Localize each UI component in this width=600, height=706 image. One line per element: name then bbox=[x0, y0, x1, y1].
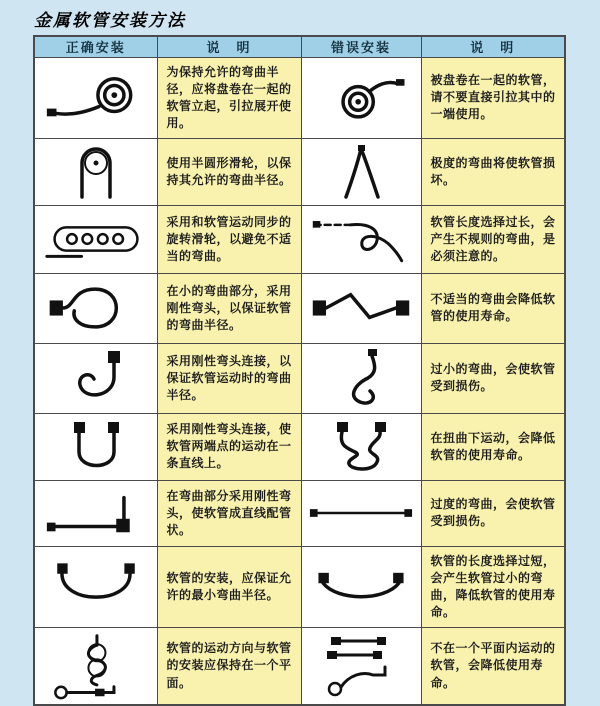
too-short-hose-icon bbox=[309, 564, 413, 610]
same-plane-icon bbox=[44, 630, 148, 702]
coil-upright-icon bbox=[43, 67, 149, 129]
wrong-image-cell bbox=[301, 627, 421, 705]
wrong-desc-cell: 不在一个平面内运动的软管，会降低使用寿命。 bbox=[421, 627, 565, 705]
overstretched-hose-icon bbox=[308, 493, 414, 533]
wrong-desc-cell: 软管长度选择过长，会产生不规则的弯曲，是必须注意的。 bbox=[421, 205, 565, 273]
wrong-desc-cell: 不适当的弯曲会降低软管的使用寿命。 bbox=[421, 273, 565, 343]
wrong-desc-cell: 极度的弯曲将使软管损坏。 bbox=[421, 138, 565, 205]
header-correct-install: 正确安装 bbox=[34, 36, 157, 57]
wrong-desc-cell: 过度的弯曲，会使软管受到损伤。 bbox=[421, 480, 565, 546]
correct-desc-cell: 为保持允许的弯曲半径，应将盘卷在一起的软管立起，引拉展开使用。 bbox=[157, 57, 301, 138]
wrong-image-cell bbox=[301, 413, 421, 480]
header-row bbox=[34, 36, 565, 57]
rotating-pulley-icon bbox=[43, 211, 149, 267]
wrong-desc-cell: 被盘卷在一起的软管，请不要直接引拉其中的一端使用。 bbox=[421, 57, 565, 138]
correct-desc-cell: 采用和软管运动同步的旋转滑轮，以避免不适当的弯曲。 bbox=[157, 205, 301, 273]
correct-image-cell bbox=[34, 343, 157, 413]
min-bend-radius-icon bbox=[44, 558, 148, 616]
wrong-image-cell bbox=[301, 273, 421, 343]
wrong-desc-cell: 软管的长度选择过短，会产生软管过小的弯曲，降低软管的使用寿命。 bbox=[421, 546, 565, 627]
table-row bbox=[34, 138, 565, 205]
extreme-bend-icon bbox=[316, 143, 406, 201]
table-row bbox=[34, 546, 565, 627]
wrong-desc-cell: 在扭曲下运动，会降低软管的使用寿命。 bbox=[421, 413, 565, 480]
wrong-image-cell bbox=[301, 480, 421, 546]
too-small-bend-icon bbox=[316, 347, 406, 409]
table-row bbox=[34, 480, 565, 546]
correct-desc-cell: 软管的安装，应保证允许的最小弯曲半径。 bbox=[157, 546, 301, 627]
correct-image-cell bbox=[34, 205, 157, 273]
wrong-image-cell bbox=[301, 343, 421, 413]
coil-pulled-icon bbox=[309, 68, 413, 128]
correct-desc-cell: 使用半圆形滑轮，以保持其允许的弯曲半径。 bbox=[157, 138, 301, 205]
header-description-2: 说 明 bbox=[421, 36, 565, 57]
correct-desc-cell: 采用刚性弯头连接，以保证软管运动时的弯曲半径。 bbox=[157, 343, 301, 413]
correct-image-cell bbox=[34, 627, 157, 705]
table-row bbox=[34, 57, 565, 138]
correct-desc-cell: 采用刚性弯头连接，使软管两端点的运动在一条直线上。 bbox=[157, 413, 301, 480]
table-row bbox=[34, 343, 565, 413]
improper-bend-icon bbox=[309, 280, 413, 336]
wrong-image-cell bbox=[301, 546, 421, 627]
correct-image-cell bbox=[34, 546, 157, 627]
irregular-bend-icon bbox=[309, 210, 413, 268]
correct-image-cell bbox=[34, 413, 157, 480]
wrong-image-cell bbox=[301, 205, 421, 273]
u-shape-elbows-icon bbox=[46, 418, 146, 476]
rigid-elbow-j-icon bbox=[46, 347, 146, 409]
correct-image-cell bbox=[34, 273, 157, 343]
twisted-u-icon bbox=[311, 418, 411, 476]
correct-desc-cell: 软管的运动方向与软管的安装应保持在一个平面。 bbox=[157, 627, 301, 705]
table-row bbox=[34, 273, 565, 343]
straight-piping-elbow-icon bbox=[43, 485, 149, 541]
correct-image-cell bbox=[34, 480, 157, 546]
correct-desc-cell: 在弯曲部分采用刚性弯头，使软管成直线配管状。 bbox=[157, 480, 301, 546]
page-title: 金属软管安装方法 bbox=[34, 11, 186, 31]
table-row bbox=[34, 205, 565, 273]
wrong-image-cell bbox=[301, 138, 421, 205]
header-description-1: 说 明 bbox=[157, 36, 301, 57]
correct-image-cell bbox=[34, 57, 157, 138]
table-row bbox=[34, 627, 565, 705]
rigid-elbow-loop-icon bbox=[44, 278, 148, 338]
out-of-plane-icon bbox=[311, 631, 411, 701]
installation-methods-table bbox=[33, 35, 566, 706]
wrong-image-cell bbox=[301, 57, 421, 138]
wrong-desc-cell: 过小的弯曲，会使软管受到损伤。 bbox=[421, 343, 565, 413]
table-row bbox=[34, 413, 565, 480]
correct-image-cell bbox=[34, 138, 157, 205]
header-wrong-install: 错误安装 bbox=[301, 36, 421, 57]
correct-desc-cell: 在小的弯曲部分，采用刚性弯头，以保证软管的弯曲半径。 bbox=[157, 273, 301, 343]
semicircle-pulley-icon bbox=[51, 143, 141, 201]
